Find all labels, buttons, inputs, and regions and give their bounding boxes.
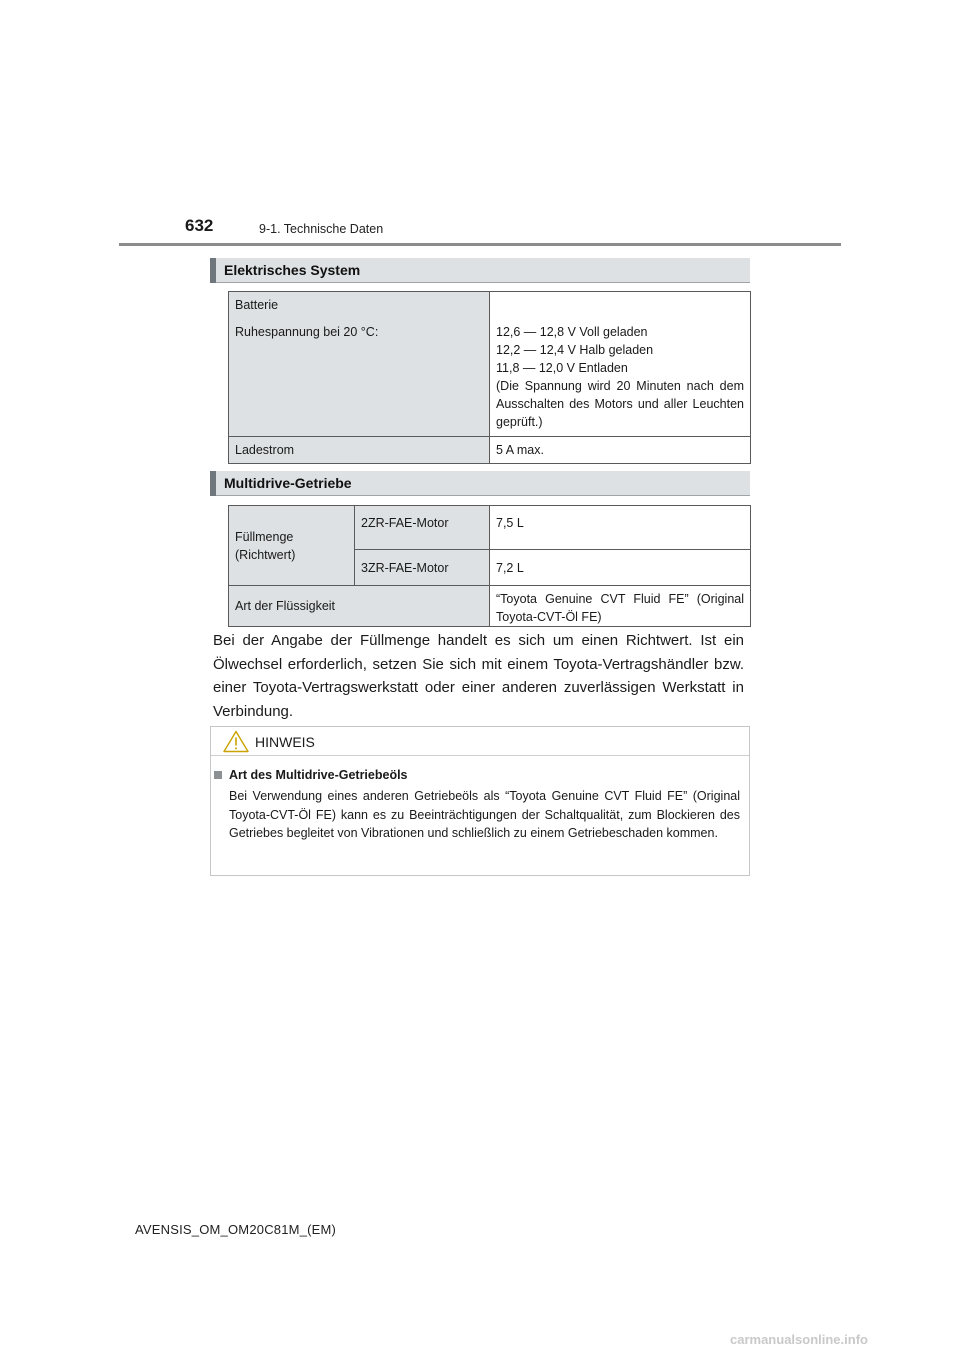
section-title: 9-1. Technische Daten [259, 222, 384, 236]
section-title-multidrive: Multidrive-Getriebe [224, 475, 352, 491]
table-row [229, 506, 751, 550]
section-header-electrical [210, 258, 750, 283]
charge-current-label: Ladestrom [229, 437, 490, 464]
fill-amount-label: Füllmenge (Richtwert) [229, 506, 355, 586]
warning-triangle-icon [223, 730, 249, 753]
table-row [229, 292, 751, 437]
section-marker [210, 471, 216, 496]
voltage-line: 11,8 — 12,0 V Entladen [496, 361, 628, 375]
engine-label: 2ZR-FAE-Motor [355, 506, 490, 550]
voltage-line: 12,6 — 12,8 V Voll geladen [496, 325, 648, 339]
engine-label: 3ZR-FAE-Motor [355, 550, 490, 586]
voltage-line: 12,2 — 12,4 V Halb geladen [496, 343, 654, 357]
battery-cell [229, 292, 490, 437]
rest-voltage-label: Ruhespannung bei 20 °C: [235, 325, 379, 339]
page-number: 632 [185, 216, 214, 235]
fill-amount-value: 7,2 L [490, 550, 751, 586]
fill-amount-value: 7,5 L [490, 506, 751, 550]
document-code: AVENSIS_OM_OM20C81M_(EM) [135, 1222, 337, 1237]
charge-current-value: 5 A max. [490, 437, 751, 464]
fluid-type-value: “Toyota Genuine CVT Fluid FE” (Original Toyota-CVT-Öl FE) [490, 586, 751, 627]
table-row [229, 437, 751, 464]
notice-title: HINWEIS [255, 734, 315, 750]
battery-label: Batterie [235, 298, 279, 312]
notice-divider [211, 755, 749, 756]
notice-item-text: Bei Verwendung eines anderen Getriebeöls als “Toyota Genuine CVT Fluid FE” (Original Toyota-CVT-Öl FE) kann es zu Beeinträchtigungen der Schaltqualität, zum Blockieren des Getriebes begleitet von Vibrationen und schließlich zu einem Getriebeschaden kommen. [229, 789, 740, 840]
multidrive-table [228, 505, 751, 627]
electrical-table [228, 291, 751, 464]
section-marker [210, 258, 216, 283]
header-rule [119, 243, 841, 246]
section-title-electrical: Elektrisches System [224, 262, 361, 278]
watermark: carmanualsonline.info [730, 1332, 868, 1347]
body-paragraph: Bei der Angabe der Füllmenge handelt es sich um einen Richtwert. Ist ein Ölwechsel erforderlich, setzen Sie sich mit einem Toyota-Vertragshändler bzw. einer Toyota-Vertragswerkstatt oder einer anderen zuverlässigen Werkstatt in Verbindung. [213, 632, 744, 720]
voltage-note: (Die Spannung wird 20 Minuten nach dem Ausschalten des Motors und aller Leuchten geprüft.) [496, 379, 744, 429]
notice-item-title: Art des Multidrive-Getriebeöls [229, 768, 408, 782]
fluid-type-label: Art der Flüssigkeit [229, 586, 490, 627]
section-header-multidrive [210, 471, 750, 496]
table-row [229, 586, 751, 627]
square-bullet-icon [214, 771, 222, 779]
voltage-cell [490, 292, 751, 437]
